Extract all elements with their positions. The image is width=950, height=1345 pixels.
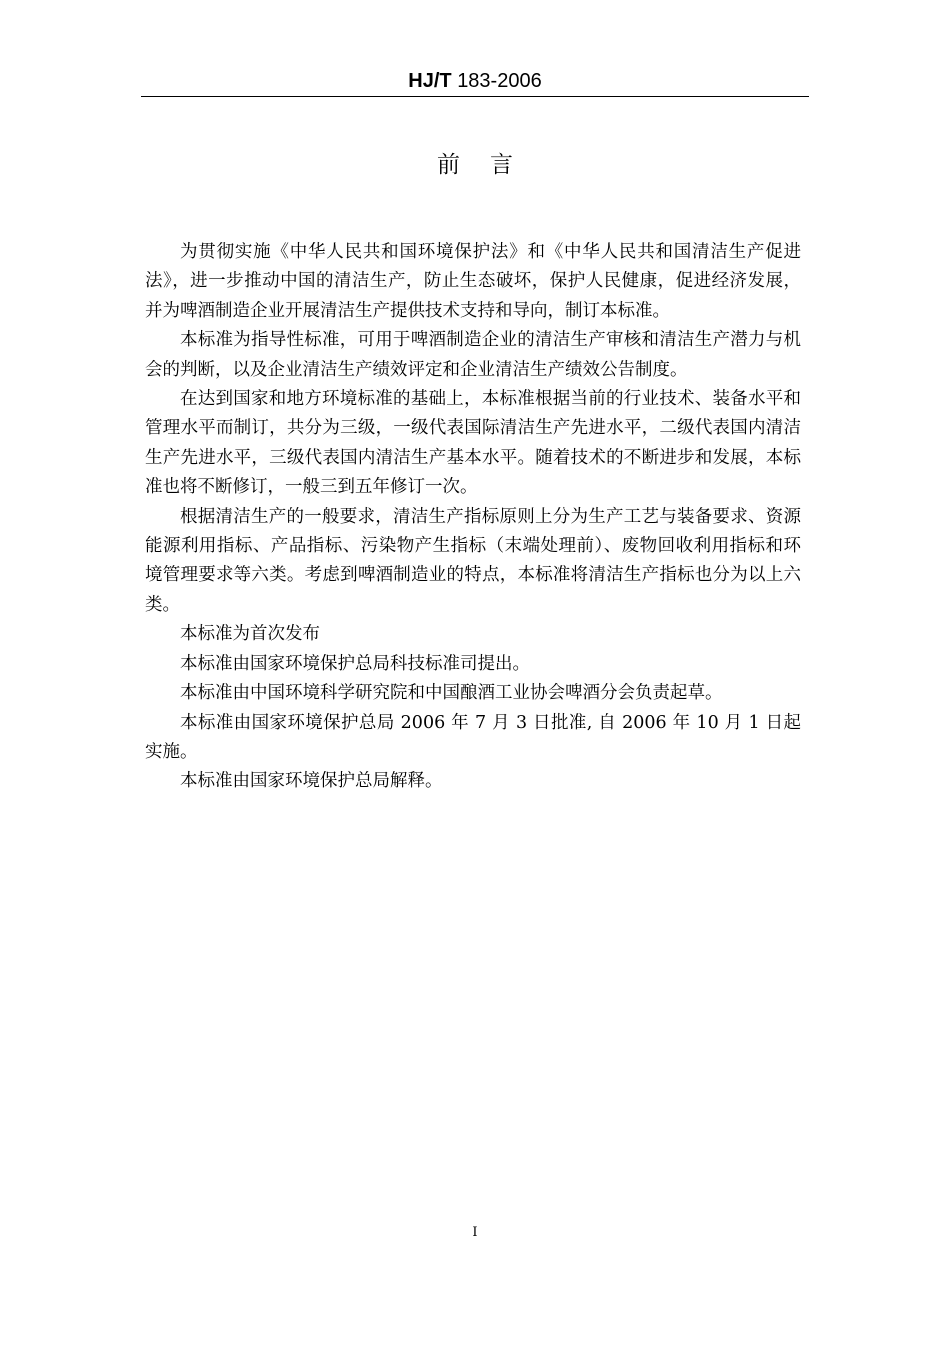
page-header (141, 68, 809, 97)
paragraph-proposer: 本标准由国家环境保护总局科技标准司提出。 (180, 653, 530, 674)
paragraph-interpretation: 本标准由国家环境保护总局解释。 (180, 771, 443, 792)
paragraph-approval: 本标准由国家环境保护总局 2006 年 7 月 3 日批准, 自 2006 年 10 月 1 日起实施。 (145, 712, 801, 762)
paragraph-first-release: 本标准为首次发布 (180, 624, 320, 645)
paragraph-purpose: 为贯彻实施《中华人民共和国环境保护法》和《中华人民共和国清洁生产促进法》，进一步推动中国的清洁生产，防止生态破坏，保护人民健康，促进经济发展，并为啤酒制造企业开展清洁生产提供技术支持和导向，制订本标准。 (145, 242, 801, 321)
standard-code-number: 183-2006 (457, 70, 542, 92)
foreword-body (145, 238, 801, 797)
page-number: I (472, 1225, 478, 1240)
standard-code-prefix: HJ/T (408, 70, 452, 92)
paragraph-levels: 在达到国家和地方环境标准的基础上，本标准根据当前的行业技术、装备水平和管理水平而制订，共分为三级，一级代表国际清洁生产先进水平，二级代表国内清洁生产先进水平，三级代表国内清洁生产基本水平。随着技术的不断进步和发展，本标准也将不断修订，一般三到五年修订一次。 (145, 389, 801, 498)
page-title: 前言 (437, 152, 543, 178)
paragraph-drafter: 本标准由中国环境科学研究院和中国酿酒工业协会啤酒分会负责起草。 (180, 683, 723, 704)
paragraph-indicators: 根据清洁生产的一般要求，清洁生产指标原则上分为生产工艺与装备要求、资源能源利用指标、产品指标、污染物产生指标（末端处理前）、废物回收利用指标和环境管理要求等六类。考虑到啤酒制造业的特点，本标准将清洁生产指标也分为以上六类。 (145, 506, 801, 615)
paragraph-nature: 本标准为指导性标准，可用于啤酒制造企业的清洁生产审核和清洁生产潜力与机会的判断，以及企业清洁生产绩效评定和企业清洁生产绩效公告制度。 (145, 330, 801, 380)
